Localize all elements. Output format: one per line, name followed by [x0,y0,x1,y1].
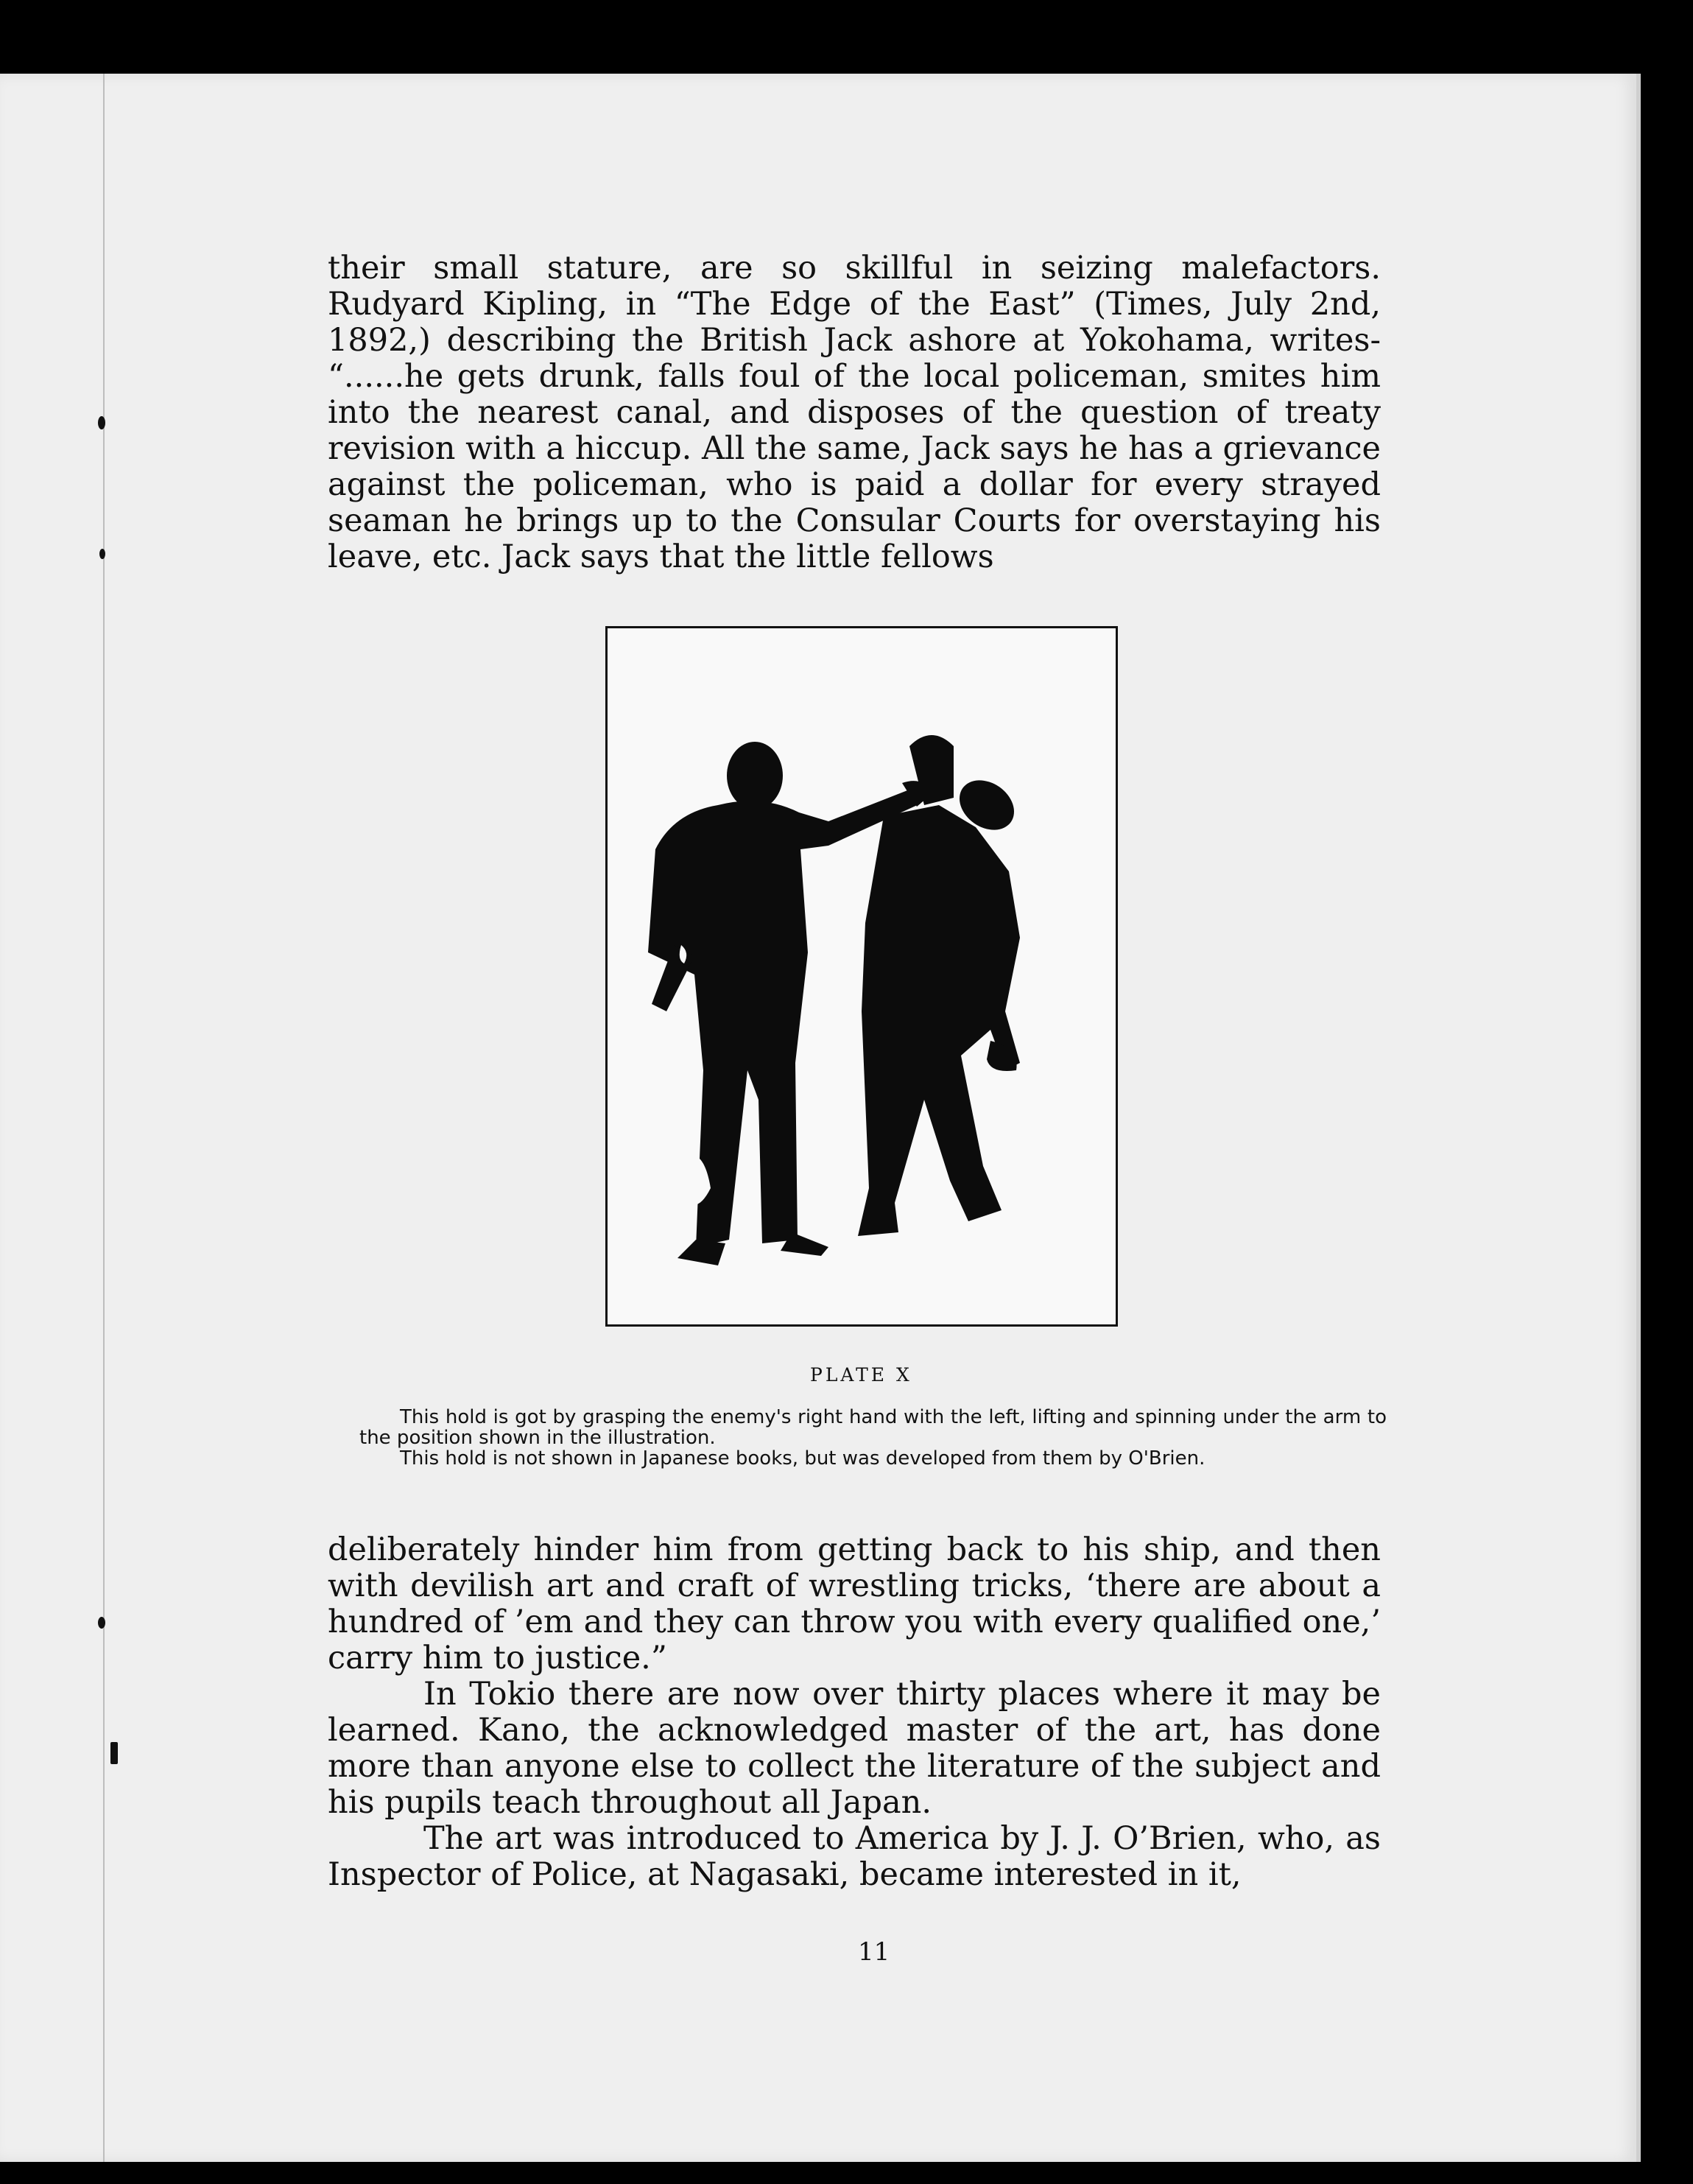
scan-speck [110,1742,118,1764]
scan-speck [98,1617,105,1629]
caption-line: This hold is not shown in Japanese books, but was developed from them by O'Brien. [400,1447,1205,1470]
bottom-text-block [328,1532,1381,1893]
paragraph-continuation: deliberately hinder him from getting back to his ship, and then with devilish art and craft of wrestling tricks, ‘there are about a hundred of ’em and they can throw you with every qualified one,’ carry him to justice.” [328,1531,1381,1676]
wrestling-figures-photo [608,628,1116,1324]
caption-line: This hold is got by grasping the enemy's right hand with the left, lifting and spinning under the arm to the position shown in the illustration. [359,1406,1387,1449]
plate-label: PLATE X [810,1364,912,1386]
plate-illustration [605,626,1118,1327]
top-text-block [328,250,1381,575]
page-gutter [103,74,105,2162]
paragraph-continuation: their small stature, are so skillful in seizing malefactors. Rudyard Kipling, in “The Edge of the East” (Times, July 2nd, 1892,) describing the British Jack ashore at Yokohama, writes- “......he gets drunk, falls foul of the local policeman, smites him into the nearest canal, and disposes of the question of treaty revision with a hiccup. All the same, Jack says he has a grievance against the policeman, who is paid a dollar for every strayed seaman he brings up to the Consular Courts for overstaying his leave, etc. Jack says that the little fellows [328,250,1381,575]
paragraph: The art was introduced to America by J. J. O’Brien, who, as Inspector of Police, at Nagasaki, became interested in it, [328,1820,1381,1893]
scan-speck [99,549,105,559]
book-page [0,74,1641,2162]
scan-speck [98,416,105,429]
plate-caption [359,1407,1387,1469]
paragraph: In Tokio there are now over thirty places where it may be learned. Kano, the acknowledged master of the art, has done more than anyone else to collect the literature of the subject and his pupils teach throughout all Japan. [328,1676,1381,1821]
page-number: 11 [858,1937,890,1967]
